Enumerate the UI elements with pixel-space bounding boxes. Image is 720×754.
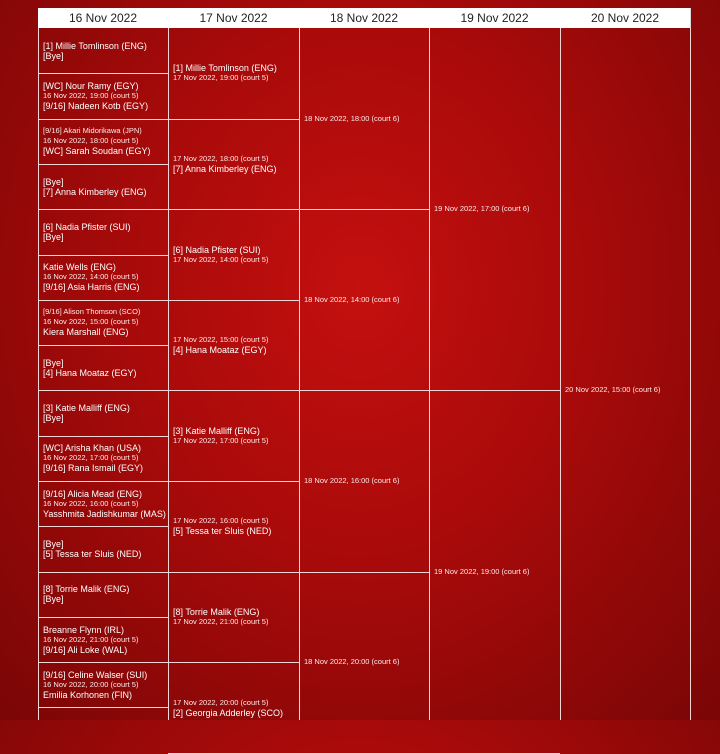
match-cell <box>43 81 165 111</box>
match-divider <box>38 255 168 256</box>
match-divider <box>38 119 168 120</box>
match-divider <box>299 572 429 573</box>
match-cell <box>173 698 296 718</box>
match-schedule: 17 Nov 2022, 21:00 (court 5) <box>173 616 269 626</box>
match-divider <box>38 300 168 301</box>
column-divider <box>299 28 300 720</box>
player-name: [WC] Arisha Khan (USA) <box>43 443 142 454</box>
player-name: [Bye] <box>43 594 64 605</box>
match-cell <box>304 476 426 486</box>
player-name: [1] Millie Tomlinson (ENG) <box>43 40 147 51</box>
match-schedule: 16 Nov 2022, 17:00 (court 5) <box>43 453 139 463</box>
match-schedule: 17 Nov 2022, 18:00 (court 5) <box>173 153 269 163</box>
match-schedule: 18 Nov 2022, 18:00 (court 6) <box>304 113 400 123</box>
player-name: [3] Katie Malliff (ENG) <box>43 403 130 414</box>
match-schedule: 20 Nov 2022, 15:00 (court 6) <box>565 385 661 395</box>
match-cell <box>43 41 165 61</box>
match-divider <box>38 481 168 482</box>
match-cell <box>173 154 296 174</box>
match-schedule: 17 Nov 2022, 16:00 (court 5) <box>173 516 269 526</box>
player-name: Yasshmita Jadishkumar (MAS) <box>43 508 166 519</box>
date-header: 20 Nov 2022 <box>560 8 691 28</box>
match-schedule: 16 Nov 2022, 19:00 (court 5) <box>43 90 139 100</box>
match-divider <box>38 662 168 663</box>
player-name: [Bye] <box>43 413 64 424</box>
match-cell <box>43 262 165 292</box>
match-schedule: 18 Nov 2022, 20:00 (court 6) <box>304 657 400 667</box>
player-name: [Bye] <box>43 50 64 61</box>
player-name: Kiera Marshall (ENG) <box>43 327 129 338</box>
match-schedule: 16 Nov 2022, 15:00 (court 5) <box>43 317 139 327</box>
match-divider <box>299 390 429 391</box>
player-name: [4] Hana Moataz (EGY) <box>43 367 137 378</box>
player-name: Katie Wells (ENG) <box>43 262 116 273</box>
match-divider <box>168 209 299 210</box>
match-cell <box>173 607 296 627</box>
match-divider <box>38 526 168 527</box>
match-cell <box>43 539 165 559</box>
match-schedule: 17 Nov 2022, 19:00 (court 5) <box>173 73 269 83</box>
match-divider <box>38 73 168 74</box>
player-name: [Bye] <box>43 176 64 187</box>
player-name: [Bye] <box>43 357 64 368</box>
player-name: [WC] Sarah Soudan (EGY) <box>43 146 151 157</box>
match-cell <box>304 295 426 305</box>
match-schedule: 17 Nov 2022, 17:00 (court 5) <box>173 435 269 445</box>
player-name: [1] Millie Tomlinson (ENG) <box>173 63 277 74</box>
match-divider <box>168 481 299 482</box>
match-cell <box>173 516 296 536</box>
match-schedule: 16 Nov 2022, 14:00 (court 5) <box>43 272 139 282</box>
player-name: [8] Torrie Malik (ENG) <box>43 584 130 595</box>
match-divider <box>168 572 299 573</box>
match-divider <box>38 436 168 437</box>
player-name: [9/16] Rana Ismail (EGY) <box>43 463 144 474</box>
match-schedule: 17 Nov 2022, 15:00 (court 5) <box>173 335 269 345</box>
match-cell <box>43 403 165 423</box>
match-divider <box>429 390 560 391</box>
match-schedule: 18 Nov 2022, 16:00 (court 6) <box>304 476 400 485</box>
match-divider <box>38 209 168 210</box>
player-name: [6] Nadia Pfister (SUI) <box>43 221 131 232</box>
player-name: [9/16] Ali Loke (WAL) <box>43 644 128 655</box>
player-name: [9/16] Asia Harris (ENG) <box>43 282 140 293</box>
match-cell <box>43 307 165 337</box>
match-schedule: 16 Nov 2022, 20:00 (court 5) <box>43 679 139 689</box>
player-name: [WC] Nour Ramy (EGY) <box>43 80 139 91</box>
player-name: [Bye] <box>43 231 64 242</box>
match-divider <box>168 390 299 391</box>
match-divider <box>38 164 168 165</box>
player-name: [5] Tessa ter Sluis (NED) <box>173 526 272 537</box>
date-header: 16 Nov 2022 <box>38 8 169 28</box>
match-divider <box>299 209 429 210</box>
column-divider <box>168 28 169 720</box>
match-cell <box>43 126 165 156</box>
match-divider <box>38 390 168 391</box>
match-divider <box>38 707 168 708</box>
match-schedule: 17 Nov 2022, 20:00 (court 5) <box>173 697 269 707</box>
match-divider <box>38 617 168 618</box>
match-cell <box>43 625 165 655</box>
player-name: [Bye] <box>43 538 64 549</box>
match-schedule: 16 Nov 2022, 21:00 (court 5) <box>43 634 139 644</box>
match-schedule: 16 Nov 2022, 18:00 (court 5) <box>43 136 139 146</box>
player-name: [9/16] Alicia Mead (ENG) <box>43 488 143 499</box>
match-schedule: 17 Nov 2022, 14:00 (court 5) <box>173 254 269 264</box>
match-cell <box>173 335 296 355</box>
player-name: [3] Katie Malliff (ENG) <box>173 425 260 436</box>
match-cell <box>43 670 165 700</box>
match-cell <box>304 114 426 124</box>
player-name: Breanne Flynn (IRL) <box>43 624 125 635</box>
match-divider <box>168 662 299 663</box>
player-name: [7] Anna Kimberley (ENG) <box>43 186 147 197</box>
match-divider <box>168 300 299 301</box>
player-name: [5] Tessa ter Sluis (NED) <box>43 548 142 559</box>
match-divider <box>38 572 168 573</box>
match-cell <box>173 63 296 83</box>
player-name: [7] Anna Kimberley (ENG) <box>173 163 277 174</box>
column-divider <box>690 28 691 720</box>
date-header: 17 Nov 2022 <box>168 8 300 28</box>
column-divider <box>429 28 430 720</box>
match-divider <box>168 119 299 120</box>
date-header: 19 Nov 2022 <box>429 8 561 28</box>
match-schedule: [9/16] Akari Midorikawa (JPN) <box>43 126 142 136</box>
match-cell <box>565 385 687 395</box>
player-name: [4] Hana Moataz (EGY) <box>173 345 267 356</box>
match-schedule: [9/16] Alison Thomson (SCO) <box>43 307 141 317</box>
match-cell <box>434 204 557 214</box>
match-cell <box>43 358 165 378</box>
match-cell <box>173 426 296 446</box>
match-cell <box>43 443 165 473</box>
player-name: [8] Torrie Malik (ENG) <box>173 606 260 617</box>
match-schedule: 18 Nov 2022, 14:00 (court 6) <box>304 294 400 304</box>
player-name: Emilia Korhonen (FIN) <box>43 689 133 700</box>
match-cell <box>43 584 165 604</box>
match-cell <box>304 657 426 667</box>
player-name: [2] Georgia Adderley (SCO) <box>173 707 284 718</box>
column-divider <box>560 28 561 720</box>
match-schedule: 19 Nov 2022, 17:00 (court 6) <box>434 204 530 214</box>
match-cell <box>434 567 557 577</box>
match-cell <box>43 489 165 519</box>
match-cell <box>43 177 165 197</box>
match-cell <box>173 245 296 265</box>
match-cell <box>43 222 165 242</box>
player-name: [6] Nadia Pfister (SUI) <box>173 244 261 255</box>
match-schedule: 19 Nov 2022, 19:00 (court 6) <box>434 566 530 576</box>
match-divider <box>38 345 168 346</box>
player-name: [9/16] Nadeen Kotb (EGY) <box>43 100 149 111</box>
player-name: [9/16] Celine Walser (SUI) <box>43 669 148 680</box>
date-header: 18 Nov 2022 <box>299 8 430 28</box>
match-schedule: 16 Nov 2022, 16:00 (court 5) <box>43 498 139 508</box>
